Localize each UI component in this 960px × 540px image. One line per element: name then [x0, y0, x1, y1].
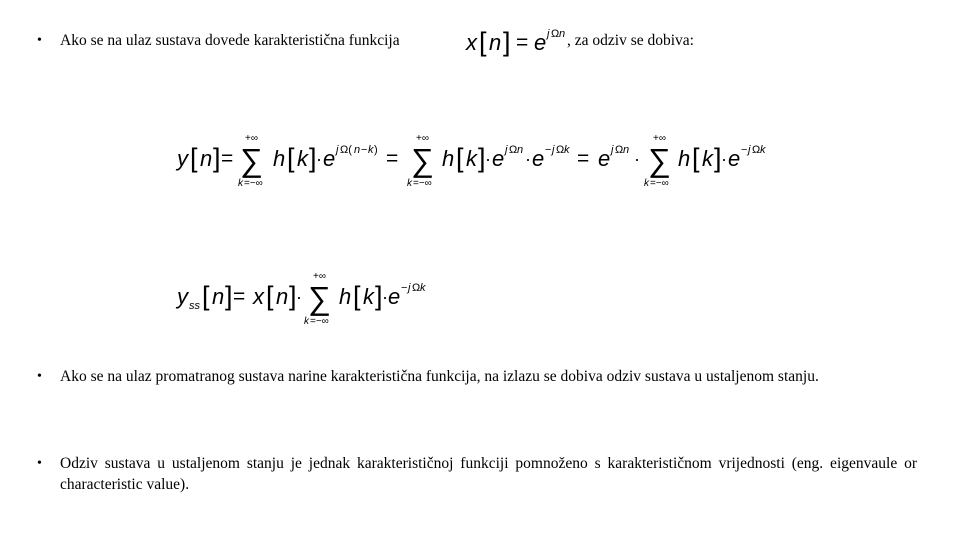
svg-text:[: [ [190, 143, 198, 173]
bullet-eigenvalue [60, 453, 917, 495]
svg-text:k: k [368, 144, 374, 156]
svg-text:[: [ [287, 143, 295, 173]
svg-text:Ω: Ω [509, 144, 518, 156]
svg-text:e: e [323, 146, 336, 171]
svg-text:]: ] [213, 143, 221, 173]
svg-text:Ω: Ω [752, 144, 761, 156]
svg-text:∑: ∑ [308, 280, 331, 316]
equation-output-convolution [172, 130, 772, 192]
svg-text:x: x [466, 30, 477, 55]
svg-text:−: − [545, 144, 552, 156]
bullet1-text-after: , za odziv se dobiva: [567, 32, 694, 49]
svg-text:k: k [238, 178, 243, 189]
svg-text:+∞: +∞ [313, 271, 326, 282]
svg-text:[: [ [479, 27, 487, 57]
bullet2-text: Ako se na ulaz promatranog sustava narine karakteristična funkcija, na izlazu se dobiva odziv sustava u ustaljenom stanju. [60, 368, 819, 385]
svg-text:n: n [212, 284, 225, 309]
svg-text:=−∞: =−∞ [413, 178, 432, 189]
svg-text:e: e [492, 146, 505, 171]
svg-text:k: k [363, 284, 374, 309]
svg-text:·: · [296, 287, 302, 307]
svg-text:j: j [552, 144, 555, 156]
svg-text:k: k [304, 316, 309, 327]
svg-text:·: · [525, 149, 531, 169]
svg-text:[: [ [353, 281, 361, 311]
svg-text:k: k [420, 282, 426, 294]
svg-text:Ω: Ω [556, 144, 565, 156]
svg-text:[: [ [456, 143, 464, 173]
svg-text:[: [ [266, 281, 274, 311]
svg-text:ss: ss [189, 300, 200, 312]
svg-text:n: n [489, 30, 502, 55]
svg-text:=: = [221, 147, 234, 170]
svg-text:k: k [702, 146, 713, 171]
bullet1-text-before: Ako se na ulaz sustava dovede karakteristična funkcija [60, 32, 400, 49]
bullet-steady-state-response [60, 366, 917, 387]
svg-text:∑: ∑ [411, 142, 434, 178]
svg-text:j: j [611, 144, 614, 156]
svg-text:e: e [534, 30, 547, 55]
svg-text:Ω(: Ω( [340, 144, 352, 156]
svg-text:h: h [678, 146, 691, 171]
svg-text:k: k [564, 144, 570, 156]
svg-text:=: = [577, 147, 590, 170]
svg-text:e: e [598, 146, 611, 171]
svg-text:+∞: +∞ [245, 133, 258, 144]
svg-text:n: n [354, 144, 361, 156]
svg-text:k: k [466, 146, 477, 171]
svg-text:n: n [623, 144, 630, 156]
svg-text:h: h [273, 146, 286, 171]
svg-text:·: · [485, 149, 491, 169]
svg-text:=: = [516, 31, 529, 54]
formula-characteristic-function [465, 24, 567, 58]
svg-text:]: ] [225, 281, 233, 311]
svg-text:]: ] [714, 143, 722, 173]
svg-text:e: e [388, 284, 401, 309]
svg-text:·: · [382, 287, 388, 307]
svg-text:∑: ∑ [240, 142, 263, 178]
svg-text:k: k [760, 144, 766, 156]
svg-text:h: h [339, 284, 352, 309]
svg-text:·: · [634, 149, 640, 169]
svg-text:=−∞: =−∞ [650, 178, 669, 189]
svg-text:n: n [517, 144, 524, 156]
svg-text:x: x [253, 284, 264, 309]
svg-text:−: − [741, 144, 748, 156]
svg-text:k: k [297, 146, 308, 171]
svg-text:Ω: Ω [615, 144, 624, 156]
svg-text:Ω: Ω [551, 28, 560, 40]
svg-text:y: y [177, 146, 188, 171]
svg-text:·: · [721, 149, 727, 169]
svg-text:e: e [532, 146, 545, 171]
svg-text:k: k [407, 178, 412, 189]
svg-text:j: j [748, 144, 751, 156]
svg-text:]: ] [503, 27, 511, 57]
svg-text:e: e [728, 146, 741, 171]
svg-text:=−∞: =−∞ [244, 178, 263, 189]
svg-text:n: n [276, 284, 289, 309]
equation-steady-state [172, 268, 442, 330]
svg-text:]: ] [309, 143, 317, 173]
svg-text:h: h [442, 146, 455, 171]
svg-text:]: ] [289, 281, 297, 311]
svg-text:+∞: +∞ [416, 133, 429, 144]
svg-text:[: [ [202, 281, 210, 311]
svg-text:+∞: +∞ [653, 133, 666, 144]
svg-text:j: j [408, 282, 411, 294]
svg-text:k: k [644, 178, 649, 189]
svg-text:−: − [401, 282, 408, 294]
svg-text:y: y [177, 284, 188, 309]
svg-text:]: ] [478, 143, 486, 173]
svg-text:=: = [386, 147, 399, 170]
svg-text:=−∞: =−∞ [310, 316, 329, 327]
svg-text:∑: ∑ [648, 142, 671, 178]
svg-text:=: = [233, 285, 246, 308]
svg-text:): ) [374, 144, 378, 156]
svg-text:j: j [505, 144, 508, 156]
svg-text:n: n [200, 146, 213, 171]
svg-text:·: · [316, 149, 322, 169]
svg-text:]: ] [375, 281, 383, 311]
svg-text:j: j [336, 144, 339, 156]
svg-text:[: [ [692, 143, 700, 173]
svg-text:j: j [547, 28, 550, 40]
bullet3-text: Odziv sustava u ustaljenom stanju je jednak karakterističnoj funkciji pomnoženo s karakterističnom vrijednosti (eng. eigenvaule or characteristic value). [60, 455, 917, 493]
svg-text:−: − [361, 144, 368, 156]
svg-text:Ω: Ω [412, 282, 421, 294]
svg-text:n: n [559, 28, 566, 40]
